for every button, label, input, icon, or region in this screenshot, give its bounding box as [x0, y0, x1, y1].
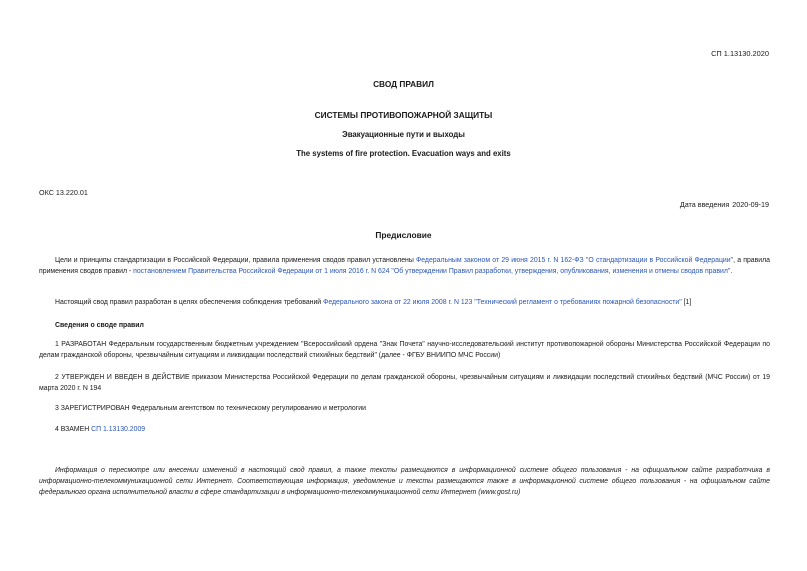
- paragraph-text: .: [730, 268, 733, 275]
- preface-paragraph-2: [39, 297, 770, 308]
- federal-law-123-link[interactable]: Федерального закона от 22 июля 2008 г. N 123 "Технический регламент о требованиях пожарной безопасности": [323, 299, 682, 306]
- paragraph-text: Цели и принципы стандартизации в Российской Федерации, правила применения сводов правил установлены: [55, 257, 417, 264]
- info-item-3: 3 ЗАРЕГИСТРИРОВАН Федеральным агентством по техническому регулированию и метрологии: [55, 405, 366, 412]
- federal-law-162-link[interactable]: Федеральным законом от 29 июня 2015 г. N 162-ФЗ "О стандартизации в Российской Федерации": [416, 257, 734, 264]
- effective-date-label: Дата введения: [679, 200, 730, 209]
- preface-heading: Предисловие: [375, 230, 432, 240]
- paragraph-text: 4 ВЗАМЕН: [55, 426, 92, 433]
- info-heading: Сведения о своде правил: [55, 322, 144, 329]
- effective-date: [680, 200, 769, 209]
- oks-code: ОКС 13.220.01: [39, 188, 88, 197]
- preface-paragraph-1: [39, 255, 770, 277]
- sp-2009-link[interactable]: СП 1.13130.2009: [91, 426, 146, 433]
- document-code: СП 1.13130.2020: [711, 49, 769, 58]
- info-item-4: [39, 424, 770, 435]
- subtitle-russian: Эвакуационные пути и выходы: [342, 130, 465, 139]
- paragraph-text: , а правила применения сводов правил -: [39, 257, 770, 275]
- paragraph-text: Настоящий свод правил разработан в целях обеспечения соблюдения требований: [55, 299, 324, 306]
- subtitle-english: The systems of fire protection. Evacuation ways and exits: [296, 149, 511, 158]
- document-title: СВОД ПРАВИЛ: [373, 79, 434, 89]
- government-resolution-624-link[interactable]: постановлением Правительства Российской Федерации от 1 июля 2016 г. N 624 "Об утверждении Правил разработки, утверждения, опубликования, изменения и отмены сводов правил": [133, 268, 731, 275]
- system-title: СИСТЕМЫ ПРОТИВОПОЖАРНОЙ ЗАЩИТЫ: [314, 110, 493, 120]
- info-item-2: 2 УТВЕРЖДЕН И ВВЕДЕН В ДЕЙСТВИЕ приказом Министерства Российской Федерации по делам гражданской обороны, чрезвычайным ситуациям и ликвидации последствий стихийных бедствий (МЧС России) от 19 марта 2020 г. N 194: [39, 374, 770, 392]
- info-item-1: 1 РАЗРАБОТАН Федеральным государственным бюджетным учреждением "Всероссийский ордена "Знак Почета" научно-исследовательский институт противопожарной обороны Министерства Российской Федерации по делам гражданской обороны, чрезвычайным ситуациям и ликвидации последствий стихийных бедствий" (далее - ФГБУ ВНИИПО МЧС России): [39, 341, 770, 359]
- paragraph-text: [1]: [681, 299, 692, 306]
- effective-date-value: 2020-09-19: [732, 200, 769, 209]
- revision-notice: Информация о пересмотре или внесении изменений в настоящий свод правил, а также тексты размещаются в информационной системе общего пользования - на официальном сайте разработчика в информационно-телекоммуникационной сети Интернет. Соответствующая информация, уведомление и тексты размещаются также в информационной системе общего пользования - на официальном сайте федерального органа исполнительной власти в сфере стандартизации в информационно-телекоммуникационной сети Интернет (www.gost.ru): [39, 467, 770, 496]
